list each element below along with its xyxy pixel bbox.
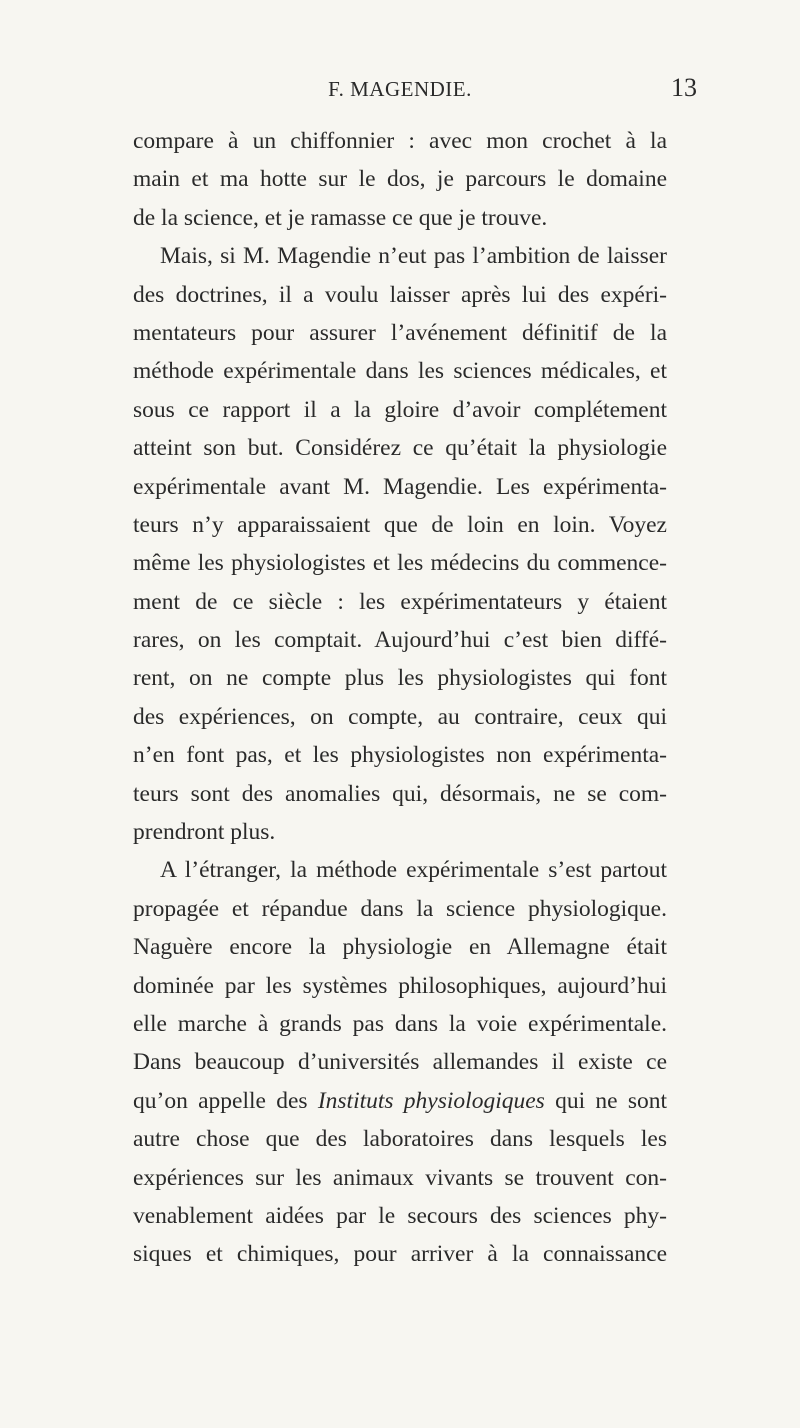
text-line: elle marche à grands pas dans la voie expérimentale. [133, 1010, 667, 1037]
text-line: des expériences, on compte, au contraire, ceux qui [133, 703, 667, 730]
text-line: teurs n’y apparaissaient que de loin en loin. Voyez [133, 511, 667, 538]
text-line: autre chose que des laboratoires dans lesquels les [133, 1126, 667, 1153]
text-line: rent, on ne compte plus les physiologistes qui font [133, 665, 667, 692]
text-line-with-italic [133, 1082, 667, 1120]
text-line: propagée et répandue dans la science physiologique. [133, 895, 667, 922]
text-line: ment de ce siècle : les expérimentateurs y étaient [133, 588, 667, 615]
text-line: compare à un chiffonnier : avec mon crochet à la [133, 128, 667, 154]
text-line: Dans beaucoup d’universités allemandes il existe ce [133, 1049, 667, 1076]
text-line: atteint son but. Considérez ce qu’était la physiologie [133, 435, 667, 462]
text-line: prendront plus. [133, 819, 276, 846]
running-head [0, 73, 800, 107]
text-segment: qu’on appelle des [133, 1087, 308, 1114]
text-line: mentateurs pour assurer l’avénement définitif de la [133, 319, 667, 346]
italic-term: Instituts physiologiques [317, 1087, 545, 1114]
text-line: méthode expérimentale dans les sciences médicales, et [133, 358, 667, 385]
text-line: expériences sur les animaux vivants se trouvent con- [133, 1164, 667, 1191]
text-line: siques et chimiques, pour arriver à la connaissance [133, 1241, 667, 1268]
text-line: teurs sont des anomalies qui, désormais, ne se com- [133, 780, 667, 807]
text-line: sous ce rapport il a la gloire d’avoir complétement [133, 396, 667, 423]
text-line: rares, on les comptait. Aujourd’hui c’est bien diffé- [133, 627, 667, 654]
text-line: des doctrines, il a voulu laisser après lui des expéri- [133, 281, 667, 308]
running-title: F. MAGENDIE. [328, 77, 472, 101]
text-line: main et ma hotte sur le dos, je parcours le domaine [133, 166, 667, 193]
body-text [133, 122, 667, 1274]
text-segment: qui ne sont [555, 1087, 667, 1114]
text-line: dominée par les systèmes philosophiques, aujourd’hui [133, 972, 667, 999]
text-line: expérimentale avant M. Magendie. Les expérimenta- [133, 473, 667, 500]
text-line: venablement aidées par le secours des sciences phy- [133, 1202, 667, 1229]
text-line: même les physiologistes et les médecins du commence- [133, 550, 667, 577]
text-line: A l’étranger, la méthode expérimentale s’est partout [160, 857, 667, 884]
text-line: Naguère encore la physiologie en Allemagne était [133, 934, 667, 961]
text-line: Mais, si M. Magendie n’eut pas l’ambition de laisser [160, 243, 667, 270]
text-line: de la science, et je ramasse ce que je trouve. [133, 204, 548, 231]
text-line: n’en font pas, et les physiologistes non expérimenta- [133, 742, 667, 769]
page-number: 13 [671, 73, 697, 102]
